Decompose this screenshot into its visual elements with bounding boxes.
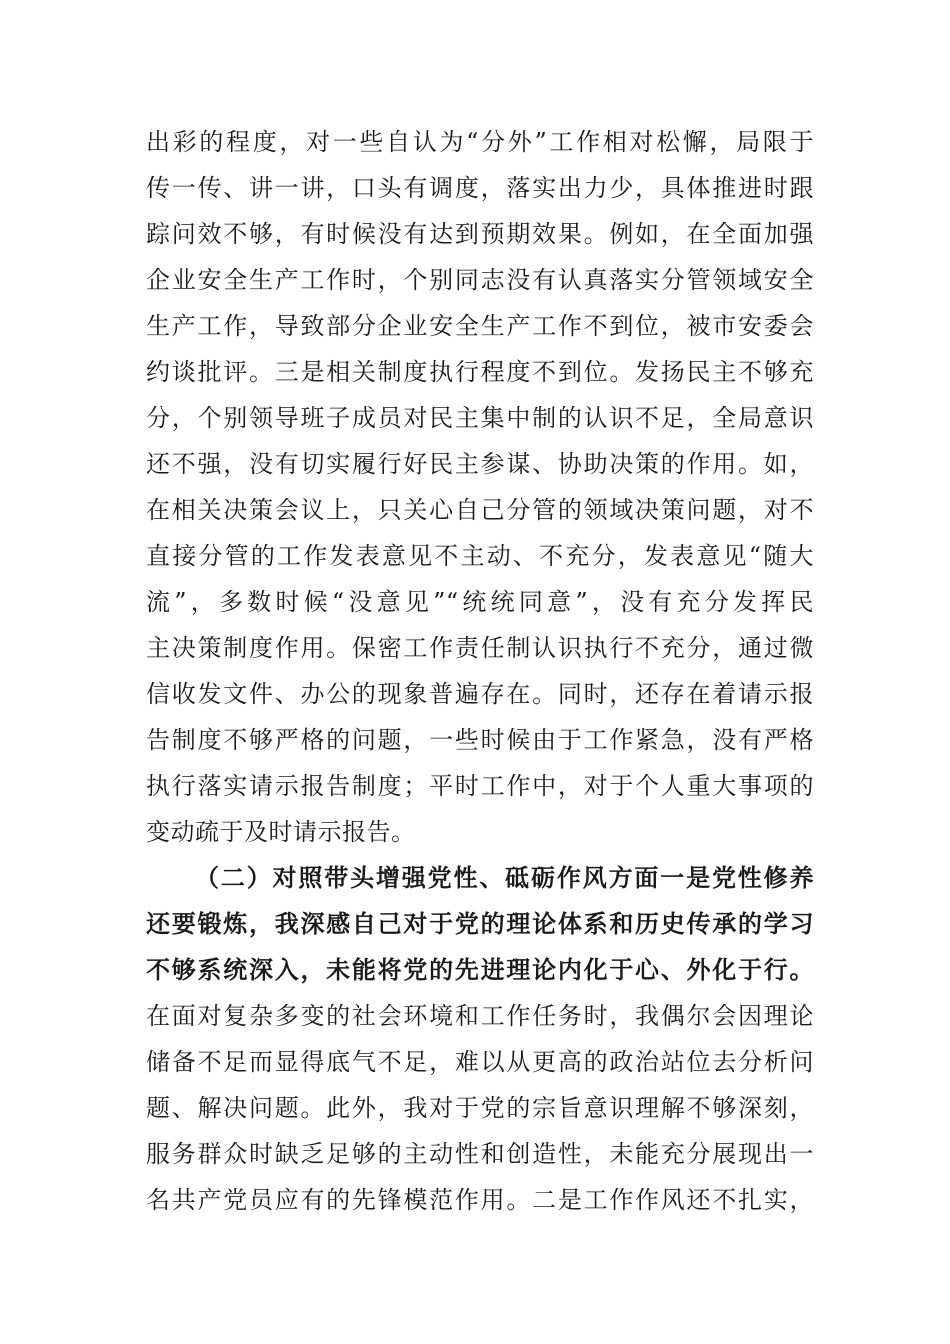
text-line: 主决策制度作用。保密工作责任制认识执行不充分，通过微 xyxy=(146,634,814,662)
text-line: 储备不足而显得底气不足，难以从更高的政治站位去分析问 xyxy=(146,1048,814,1076)
text-line: 名共产党员应有的先锋模范作用。二是工作作风还不扎实， xyxy=(146,1186,814,1214)
text-line: 服务群众时缺乏足够的主动性和创造性，未能充分展现出一 xyxy=(146,1140,814,1168)
text-line: 变动疏于及时请示报告。 xyxy=(146,818,416,846)
text-line: 题、解决问题。此外，我对于党的宗旨意识理解不够深刻， xyxy=(146,1094,814,1122)
text-line: 传一传、讲一讲，口头有调度，落实出力少，具体推进时跟 xyxy=(146,174,814,202)
text-line: 在面对复杂多变的社会环境和工作任务时，我偶尔会因理论 xyxy=(146,1002,814,1030)
section-heading-line: （二）对照带头增强党性、砥砺作风方面一是党性修养 xyxy=(195,863,814,892)
text-line: 分，个别领导班子成员对民主集中制的认识不足，全局意识 xyxy=(146,404,814,432)
text-line: 企业安全生产工作时，个别同志没有认真落实分管领域安全 xyxy=(146,266,814,294)
text-line: 约谈批评。三是相关制度执行程度不到位。发扬民主不够充 xyxy=(146,358,814,386)
text-line: 执行落实请示报告制度；平时工作中，对于个人重大事项的 xyxy=(146,772,814,800)
text-line: 在相关决策会议上，只关心自己分管的领域决策问题，对不 xyxy=(146,496,814,524)
text-line: 流”，多数时候“没意见”“统统同意”，没有充分发挥民 xyxy=(146,588,814,616)
text-line: 踪问效不够，有时候没有达到预期效果。例如，在全面加强 xyxy=(146,220,814,248)
section-heading-line: 还要锻炼，我深感自己对于党的理论体系和历史传承的学习 xyxy=(146,909,814,938)
section-heading-line: 不够系统深入，未能将党的先进理论内化于心、外化于行。 xyxy=(146,955,814,984)
text-line: 生产工作，导致部分企业安全生产工作不到位，被市安委会 xyxy=(146,312,814,340)
text-line: 直接分管的工作发表意见不主动、不充分，发表意见“随大 xyxy=(146,542,814,570)
text-line: 还不强，没有切实履行好民主参谋、协助决策的作用。如， xyxy=(146,450,814,478)
text-line: 信收发文件、办公的现象普遍存在。同时，还存在着请示报 xyxy=(146,680,814,708)
text-line: 告制度不够严格的问题，一些时候由于工作紧急，没有严格 xyxy=(146,726,814,754)
text-line: 出彩的程度，对一些自认为“分外”工作相对松懈，局限于 xyxy=(146,128,814,156)
